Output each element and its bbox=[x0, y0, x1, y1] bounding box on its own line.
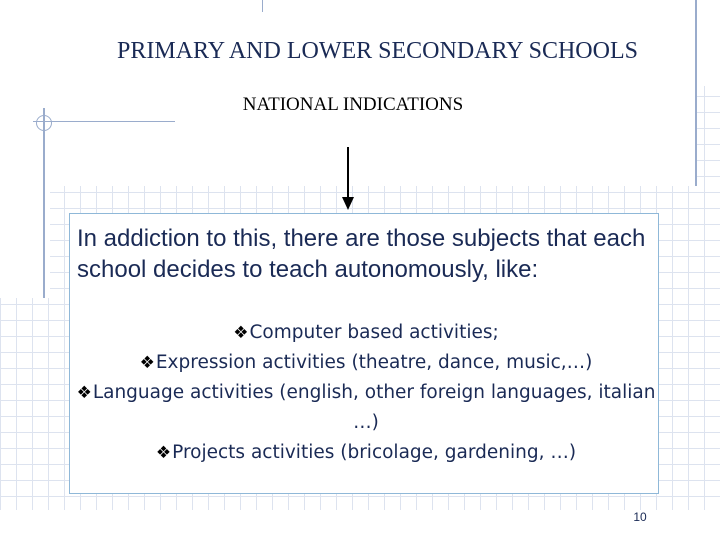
intro-text: In addiction to this, there are those subjects that each school decides to teach autonomously, like: bbox=[77, 225, 646, 283]
diamond-bullet-icon: ❖ bbox=[76, 383, 92, 403]
list-item-text: Projects activities (bricolage, gardening, …) bbox=[172, 442, 577, 463]
activity-list bbox=[72, 318, 660, 468]
top-left-vertical-line bbox=[262, 0, 263, 12]
list-item bbox=[72, 318, 660, 348]
lower-band bbox=[0, 510, 720, 540]
diamond-bullet-icon: ❖ bbox=[155, 443, 172, 463]
list-item bbox=[72, 348, 660, 378]
diamond-bullet-icon: ❖ bbox=[233, 323, 249, 343]
slide-title: PRIMARY AND LOWER SECONDARY SCHOOLS bbox=[117, 38, 638, 64]
left-vertical-line bbox=[43, 108, 45, 298]
right-vertical-line bbox=[695, 0, 697, 186]
list-item-text: Computer based activities; bbox=[249, 322, 499, 343]
list-item bbox=[72, 438, 660, 468]
down-arrow-icon bbox=[340, 147, 356, 211]
page-number: 10 bbox=[633, 510, 647, 524]
diamond-bullet-icon: ❖ bbox=[139, 353, 155, 373]
list-item bbox=[72, 378, 660, 438]
circle-ornament bbox=[36, 115, 52, 131]
list-item-text: Expression activities (theatre, dance, music,…) bbox=[155, 352, 593, 373]
slide-subtitle: NATIONAL INDICATIONS bbox=[242, 94, 464, 115]
left-horizontal-line bbox=[33, 121, 175, 122]
list-item-text: Language activities (english, other foreign languages, italian …) bbox=[92, 382, 656, 433]
